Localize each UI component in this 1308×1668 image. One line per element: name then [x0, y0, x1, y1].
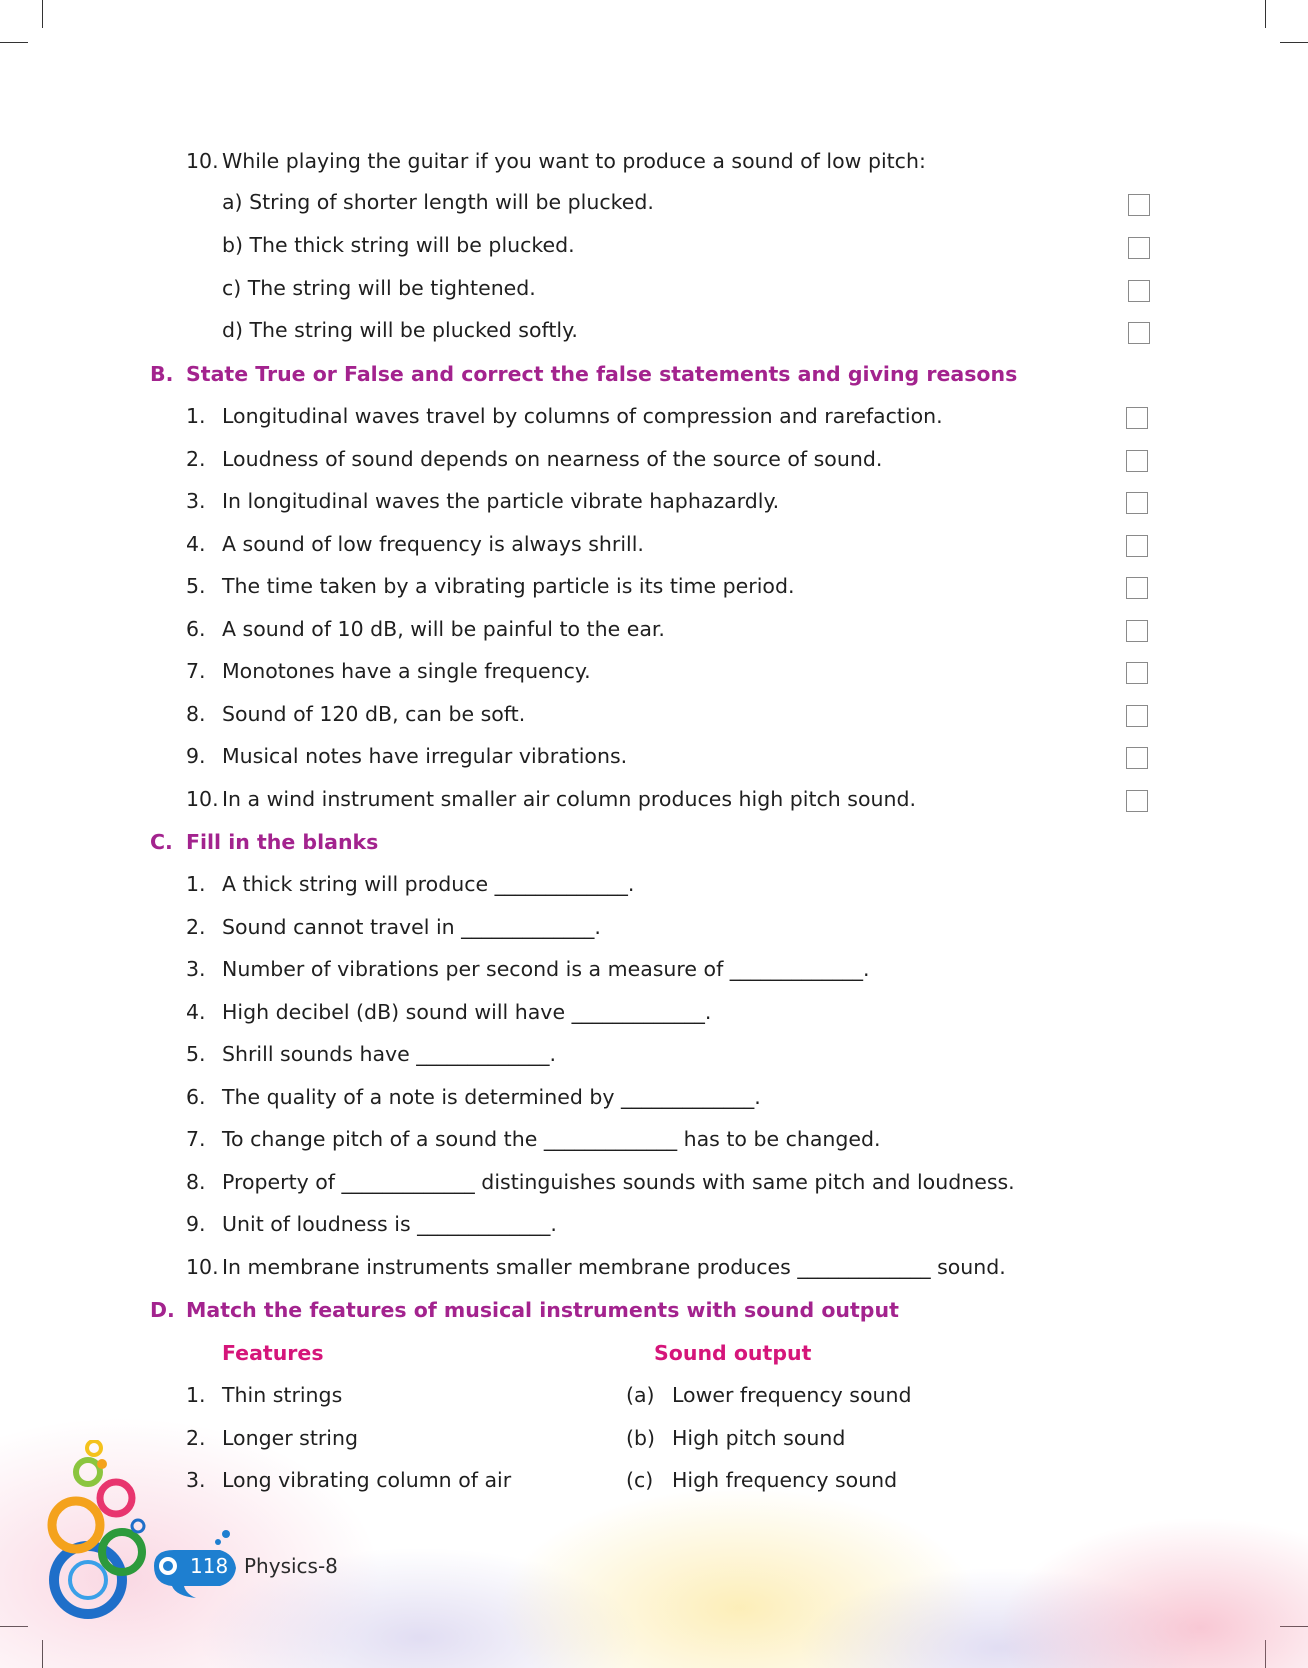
section-title: Match the features of musical instruments with sound output: [186, 1298, 899, 1322]
table-row-number: 2.: [186, 1426, 206, 1450]
table-row-number: 1.: [186, 1383, 206, 1407]
list-item-number: 10.: [186, 1255, 219, 1279]
list-item-number: 2.: [186, 915, 206, 939]
option-b: b) The thick string will be plucked.: [222, 233, 575, 257]
list-item: In longitudinal waves the particle vibrate haphazardly.: [222, 489, 780, 513]
list-item-number: 4.: [186, 1000, 206, 1024]
feature-cell: Longer string: [222, 1426, 359, 1450]
list-item: Unit of loudness is _____________.: [222, 1212, 557, 1236]
true-false-checkbox[interactable]: [1126, 492, 1148, 514]
true-false-checkbox[interactable]: [1126, 407, 1148, 429]
true-false-checkbox[interactable]: [1126, 620, 1148, 642]
section-letter: B.: [150, 362, 174, 386]
list-item-number: 8.: [186, 1170, 206, 1194]
crop-mark: [0, 42, 28, 43]
true-false-checkbox[interactable]: [1126, 747, 1148, 769]
list-item-number: 3.: [186, 489, 206, 513]
table-row-number: 3.: [186, 1468, 206, 1492]
option-a: a) String of shorter length will be plucked.: [222, 190, 654, 214]
book-title: Physics-8: [244, 1554, 338, 1578]
list-item-number: 7.: [186, 1127, 206, 1151]
list-item-number: 10.: [186, 787, 219, 811]
question-text: While playing the guitar if you want to produce a sound of low pitch:: [222, 149, 926, 173]
crop-mark: [1280, 42, 1308, 43]
list-item-number: 5.: [186, 574, 206, 598]
output-code: (a): [626, 1383, 655, 1407]
list-item: Shrill sounds have _____________.: [222, 1042, 557, 1066]
list-item: To change pitch of a sound the _____________ has to be changed.: [222, 1127, 881, 1151]
option-c-checkbox[interactable]: [1128, 280, 1150, 302]
list-item-number: 7.: [186, 659, 206, 683]
list-item: Musical notes have irregular vibrations.: [222, 744, 628, 768]
output-cell: High frequency sound: [672, 1468, 898, 1492]
option-d: d) The string will be plucked softly.: [222, 318, 578, 342]
list-item: Sound cannot travel in _____________.: [222, 915, 601, 939]
output-cell: High pitch sound: [672, 1426, 846, 1450]
list-item: A sound of low frequency is always shrill.: [222, 532, 644, 556]
list-item: High decibel (dB) sound will have _____________.: [222, 1000, 712, 1024]
list-item-number: 5.: [186, 1042, 206, 1066]
option-c: c) The string will be tightened.: [222, 276, 536, 300]
list-item: Property of _____________ distinguishes sounds with same pitch and loudness.: [222, 1170, 1015, 1194]
list-item-number: 9.: [186, 744, 206, 768]
list-item: A thick string will produce _____________.: [222, 872, 635, 896]
page-number: 118: [190, 1554, 229, 1578]
list-item-number: 1.: [186, 404, 206, 428]
question-number: 10.: [186, 149, 219, 173]
list-item-number: 2.: [186, 447, 206, 471]
crop-mark: [42, 0, 43, 28]
list-item-number: 3.: [186, 957, 206, 981]
list-item: Sound of 120 dB, can be soft.: [222, 702, 526, 726]
list-item: The quality of a note is determined by _____________.: [222, 1085, 761, 1109]
true-false-checkbox[interactable]: [1126, 577, 1148, 599]
list-item-number: 1.: [186, 872, 206, 896]
output-code: (b): [626, 1426, 656, 1450]
list-item: In membrane instruments smaller membrane produces _____________ sound.: [222, 1255, 1006, 1279]
section-title: Fill in the blanks: [186, 830, 379, 854]
true-false-checkbox[interactable]: [1126, 790, 1148, 812]
features-column-heading: Features: [222, 1341, 324, 1365]
list-item-number: 9.: [186, 1212, 206, 1236]
list-item-number: 6.: [186, 617, 206, 641]
true-false-checkbox[interactable]: [1126, 450, 1148, 472]
list-item: Loudness of sound depends on nearness of the source of sound.: [222, 447, 883, 471]
true-false-checkbox[interactable]: [1126, 535, 1148, 557]
feature-cell: Thin strings: [222, 1383, 343, 1407]
list-item: In a wind instrument smaller air column produces high pitch sound.: [222, 787, 917, 811]
output-code: (c): [626, 1468, 654, 1492]
option-d-checkbox[interactable]: [1128, 322, 1150, 344]
list-item-number: 6.: [186, 1085, 206, 1109]
list-item: Monotones have a single frequency.: [222, 659, 591, 683]
list-item: Number of vibrations per second is a measure of _____________.: [222, 957, 870, 981]
sound-output-column-heading: Sound output: [654, 1341, 812, 1365]
list-item: The time taken by a vibrating particle is its time period.: [222, 574, 795, 598]
list-item-number: 4.: [186, 532, 206, 556]
section-letter: C.: [150, 830, 173, 854]
option-b-checkbox[interactable]: [1128, 237, 1150, 259]
true-false-checkbox[interactable]: [1126, 705, 1148, 727]
feature-cell: Long vibrating column of air: [222, 1468, 512, 1492]
section-title: State True or False and correct the false statements and giving reasons: [186, 362, 1018, 386]
section-letter: D.: [150, 1298, 175, 1322]
list-item: Longitudinal waves travel by columns of compression and rarefaction.: [222, 404, 943, 428]
output-cell: Lower frequency sound: [672, 1383, 912, 1407]
crop-mark: [1265, 0, 1266, 28]
true-false-checkbox[interactable]: [1126, 662, 1148, 684]
list-item: A sound of 10 dB, will be painful to the ear.: [222, 617, 665, 641]
option-a-checkbox[interactable]: [1128, 194, 1150, 216]
list-item-number: 8.: [186, 702, 206, 726]
